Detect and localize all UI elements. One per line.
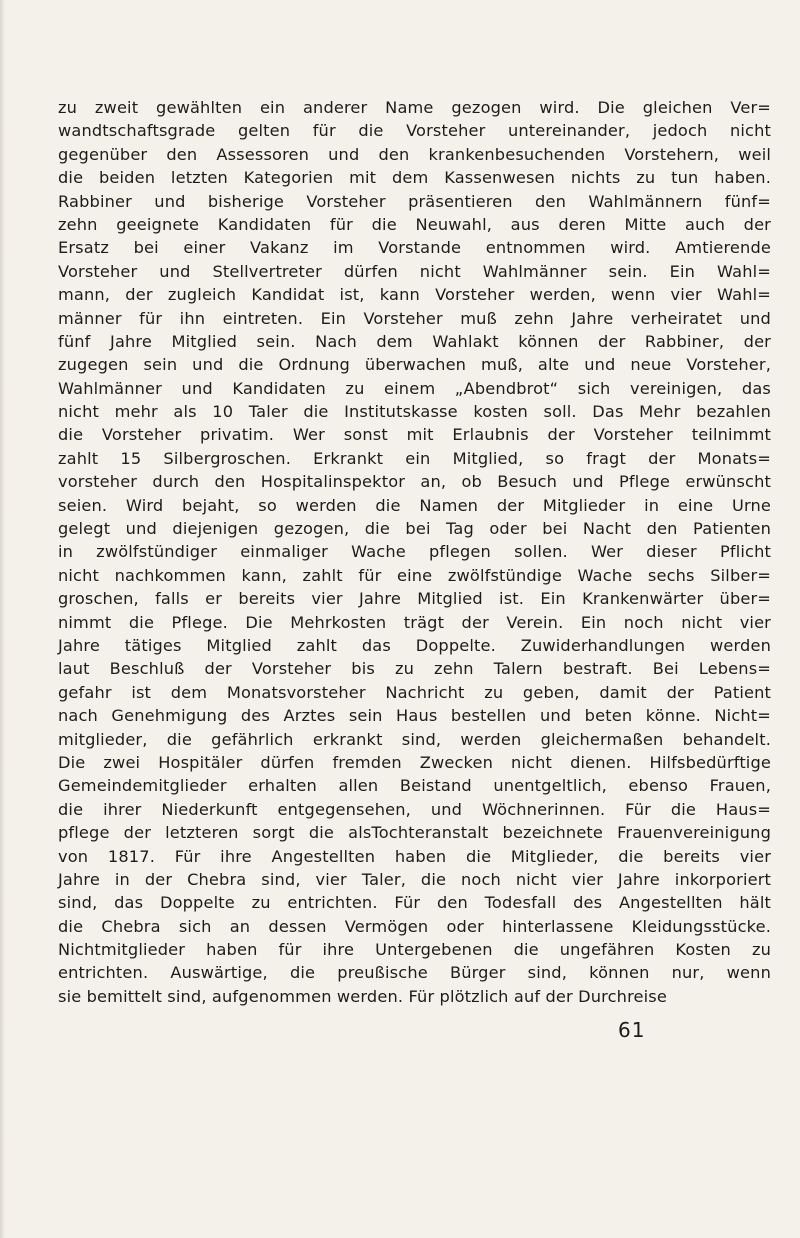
text-line: zu zweit gewählten ein anderer Name gezogen wird. Die gleichen Ver= [58, 98, 771, 117]
text-line: nach Genehmigung des Arztes sein Haus bestellen und beten könne. Nicht= [58, 706, 771, 726]
text-line: wandtschaftsgrade gelten für die Vorsteher untereinander, jedoch nicht [58, 121, 771, 141]
text-line: gegenüber den Assessoren und den krankenbesuchenden Vorstehern, weil [58, 144, 771, 164]
text-line: sie bemittelt sind, aufgenommen werden. Für plötzlich auf der Durchreise [58, 986, 667, 1006]
text-line: Nichtmitglieder haben für ihre Untergebenen die ungefähren Kosten zu [58, 940, 771, 960]
text-line: mitglieder, die gefährlich erkrankt sind, werden gleichermaßen behandelt. [58, 729, 771, 749]
text-line: gelegt und diejenigen gezogen, die bei Tag oder bei Nacht den Patienten [58, 519, 771, 539]
text-line: die Vorsteher privatim. Wer sonst mit Erlaubnis der Vorsteher teilnimmt [58, 425, 771, 445]
text-line: laut Beschluß der Vorsteher bis zu zehn Talern bestraft. Bei Lebens= [58, 659, 771, 679]
text-line: sind, das Doppelte zu entrichten. Für den Todesfall des Angestellten hält [58, 893, 771, 913]
text-line: in zwölfstündiger einmaliger Wache pflegen sollen. Wer dieser Pflicht [58, 542, 771, 562]
text-line: mann, der zugleich Kandidat ist, kann Vorsteher werden, wenn vier Wahl= [58, 285, 771, 305]
text-line: Wahlmänner und Kandidaten zu einem „Abendbrot“ sich vereinigen, das [58, 378, 771, 398]
text-line: Die zwei Hospitäler dürfen fremden Zwecken nicht dienen. Hilfsbedürftige [58, 752, 771, 772]
text-line: pflege der letzteren sorgt die alsTochteranstalt bezeichnete Frauenvereinigung [58, 823, 771, 843]
text-line: die Chebra sich an dessen Vermögen oder hinterlassene Kleidungsstücke. [58, 916, 771, 936]
text-line: Ersatz bei einer Vakanz im Vorstande entnommen wird. Amtierende [58, 238, 771, 258]
text-line: Jahre in der Chebra sind, vier Taler, die noch nicht vier Jahre inkorporiert [58, 869, 771, 889]
text-line: die beiden letzten Kategorien mit dem Kassenwesen nichts zu tun haben. [58, 168, 771, 188]
text-line: zehn geeignete Kandidaten für die Neuwahl, aus deren Mitte auch der [58, 214, 771, 234]
text-line: nicht nachkommen kann, zahlt für eine zwölfstündige Wache sechs Silber= [58, 565, 771, 585]
text-line: fünf Jahre Mitglied sein. Nach dem Wahlakt können der Rabbiner, der [58, 331, 771, 351]
text-line: entrichten. Auswärtige, die preußische Bürger sind, können nur, wenn [58, 963, 771, 983]
text-line: Gemeindemitglieder erhalten allen Beistand unentgeltlich, ebenso Frauen, [58, 776, 771, 796]
page-number: 61 [618, 1018, 646, 1042]
text-line: nicht mehr als 10 Taler die Institutskasse kosten soll. Das Mehr bezahlen [58, 402, 771, 422]
body-text [58, 96, 771, 1008]
text-line: nimmt die Pflege. Die Mehrkosten trägt der Verein. Ein noch nicht vier [58, 612, 771, 632]
text-line: Vorsteher und Stellvertreter dürfen nicht Wahlmänner sein. Ein Wahl= [58, 261, 771, 281]
text-line: Jahre tätiges Mitglied zahlt das Doppelte. Zuwiderhandlungen werden [58, 635, 771, 655]
text-line: gefahr ist dem Monatsvorsteher Nachricht zu geben, damit der Patient [58, 682, 771, 702]
text-line: vorsteher durch den Hospitalinspektor an, ob Besuch und Pflege erwünscht [58, 472, 771, 492]
text-line: groschen, falls er bereits vier Jahre Mitglied ist. Ein Krankenwärter über= [58, 589, 771, 609]
text-line: von 1817. Für ihre Angestellten haben die Mitglieder, die bereits vier [58, 846, 771, 866]
text-line: männer für ihn eintreten. Ein Vorsteher muß zehn Jahre verheiratet und [58, 308, 771, 328]
text-line: die ihrer Niederkunft entgegensehen, und Wöchnerinnen. Für die Haus= [58, 799, 771, 819]
text-line: zugegen sein und die Ordnung überwachen muß, alte und neue Vorsteher, [58, 355, 771, 375]
text-line: zahlt 15 Silbergroschen. Erkrankt ein Mitglied, so fragt der Monats= [58, 448, 771, 468]
text-line: seien. Wird bejaht, so werden die Namen der Mitglieder in eine Urne [58, 495, 771, 515]
page-edge-shadow [0, 0, 5, 1238]
text-line: Rabbiner und bisherige Vorsteher präsentieren den Wahlmännern fünf= [58, 191, 771, 211]
